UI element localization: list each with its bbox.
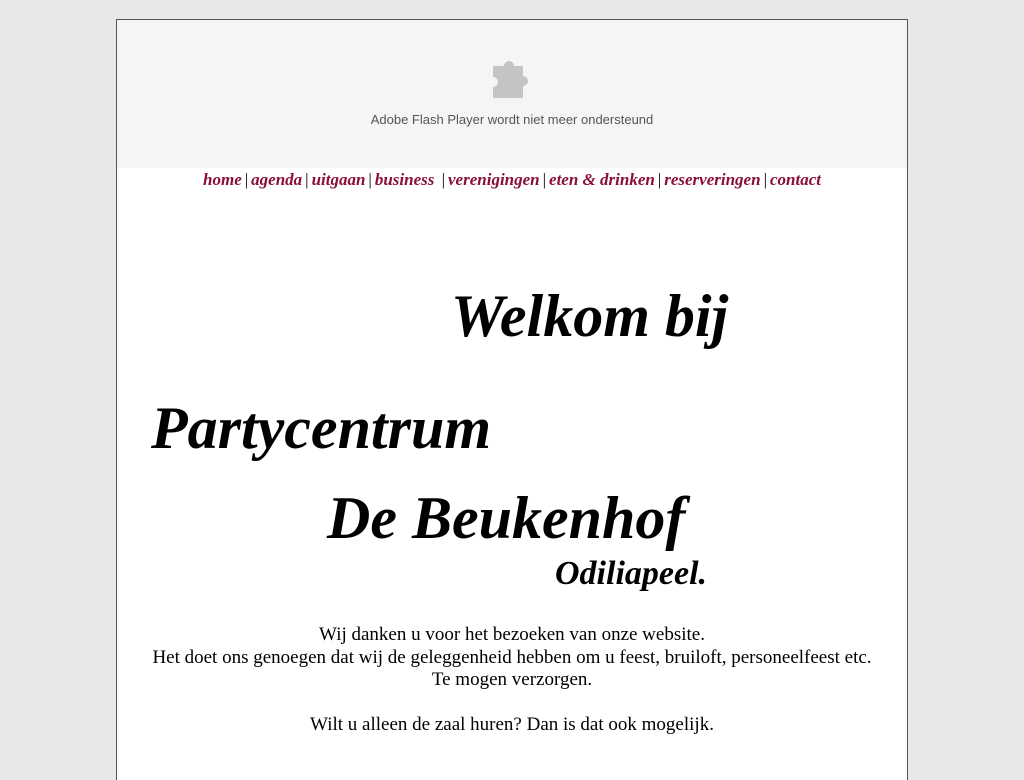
nav-link-uitgaan[interactable]: uitgaan — [311, 170, 366, 189]
intro-text — [117, 624, 907, 736]
nav-separator: | — [305, 170, 309, 189]
intro-line: Wij danken u voor het bezoeken van onze website. — [319, 624, 705, 645]
nav-separator: | — [244, 170, 249, 189]
location-heading: Odiliapeel. — [555, 555, 708, 592]
nav-separator: | — [763, 170, 767, 189]
nav-link-agenda[interactable]: agenda — [251, 170, 303, 189]
nav-link-home[interactable]: home — [203, 170, 242, 189]
nav-link-eten-drinken[interactable]: eten & drinken — [549, 170, 655, 189]
nav-link-verenigingen[interactable]: verenigingen — [448, 170, 540, 189]
nav-separator: | — [368, 170, 372, 189]
intro-line: Het doet ons genoegen dat wij de geleggenheid hebben om u feest, bruiloft, personeelfeest etc. — [152, 646, 872, 668]
intro-line: Te mogen verzorgen. — [431, 669, 593, 690]
welcome-heading: Welkom bij — [451, 283, 729, 349]
flash-unsupported-message: Adobe Flash Player wordt niet meer ondersteund — [370, 112, 654, 127]
intro-line: Wilt u alleen de zaal huren? Dan is dat ook mogelijk. — [310, 713, 714, 735]
page-container — [116, 19, 908, 780]
partycentrum-heading: Partycentrum — [151, 395, 491, 461]
beukenhof-heading: De Beukenhof — [327, 485, 686, 551]
nav-link-contact[interactable]: contact — [769, 170, 821, 189]
nav-separator: | — [441, 170, 446, 189]
puzzle-icon — [490, 56, 536, 102]
nav-separator: | — [542, 170, 547, 189]
flash-placeholder[interactable] — [117, 20, 907, 168]
nav-link-business[interactable]: business — [374, 170, 435, 189]
nav-link-reserveringen[interactable]: reserveringen — [664, 170, 761, 189]
nav-separator: | — [657, 170, 662, 189]
main-navigation — [117, 170, 907, 190]
